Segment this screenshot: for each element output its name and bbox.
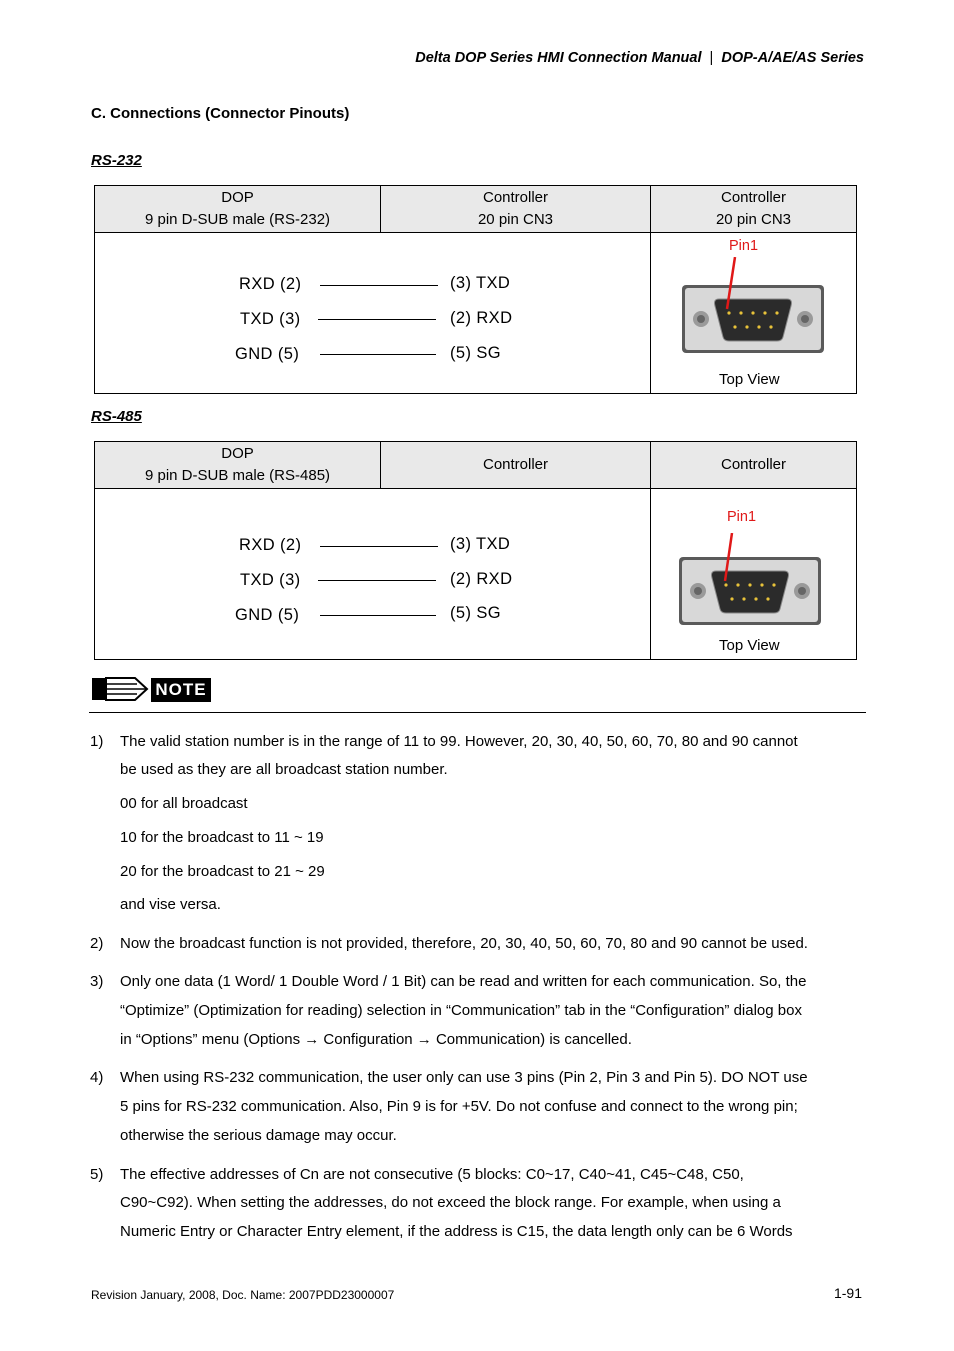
rs485-left-pin-rxd: RXD (2) xyxy=(239,536,302,554)
section-title: C. Connections (Connector Pinouts) xyxy=(91,105,350,122)
note-1-sub-4: and vise versa. xyxy=(120,896,221,913)
rs485-left-pin-txd: TXD (3) xyxy=(240,571,301,589)
rs485-wire-gnd-sg xyxy=(320,615,436,616)
note-5-line-1: The effective addresses of Cn are not consecutive (5 blocks: C0~17, C40~41, C45~C48, C50, xyxy=(120,1166,744,1183)
rs485-right-pin-rxd: (2) RXD xyxy=(450,570,513,588)
note-5-line-2: C90~C92). When setting the addresses, do not exceed the block range. For example, when using a xyxy=(120,1194,781,1211)
note-1-line-1: The valid station number is in the range of 11 to 99. However, 20, 30, 40, 50, 60, 70, 80 and 90 cannot xyxy=(120,733,798,750)
rs232-pin1-label: Pin1 xyxy=(729,238,759,254)
rs485-wiring xyxy=(95,489,651,660)
rs232-right-pin-txd: (3) TXD xyxy=(450,274,511,292)
rs485-title: RS-485 xyxy=(91,408,142,425)
footer-revision: Revision January, 2008, Doc. Name: 2007PDD23000007 xyxy=(91,1288,395,1302)
rs485-connector-view xyxy=(651,489,857,660)
note-5-number: 5) xyxy=(90,1166,104,1183)
rs485-wire-txd-rxd xyxy=(318,580,436,581)
rs232-wire-rxd-txd xyxy=(320,285,438,286)
pencil-icon xyxy=(91,675,151,703)
rs485-col-connector: Controller xyxy=(651,442,857,489)
rs485-wire-rxd-txd xyxy=(320,546,438,547)
note-1-sub-2: 10 for the broadcast to 11 ~ 19 xyxy=(120,829,324,846)
rs485-left-pin-gnd: GND (5) xyxy=(235,606,300,624)
rs232-left-pin-txd: TXD (3) xyxy=(240,310,301,328)
db9-connector-image xyxy=(678,533,824,627)
note-3-line-2: “Optimize” (Optimization for reading) selection in “Communication” tab in the “Configuration” dialog box xyxy=(120,1002,802,1019)
note-5-line-3: Numeric Entry or Character Entry element, if the address is C15, the data length only can be 6 Words xyxy=(120,1223,793,1240)
rs232-connector-view xyxy=(651,233,857,394)
rs232-left-pin-gnd: GND (5) xyxy=(235,345,300,363)
rs485-pinout-table xyxy=(94,441,857,660)
db9-connector-image xyxy=(681,257,827,355)
rs485-pin1-label: Pin1 xyxy=(727,509,757,525)
rs232-wire-txd-rxd xyxy=(318,319,436,320)
rs232-right-pin-sg: (5) SG xyxy=(450,344,501,362)
page-number: 1-91 xyxy=(833,1285,862,1301)
rs232-wire-gnd-sg xyxy=(320,354,436,355)
note-4-number: 4) xyxy=(90,1069,104,1086)
note-2-line-1: Now the broadcast function is not provided, therefore, 20, 30, 40, 50, 60, 70, 80 and 90 cannot be used. xyxy=(120,935,808,952)
rs232-title: RS-232 xyxy=(91,152,142,169)
header-series: DOP-A/AE/AS Series xyxy=(721,50,864,66)
note-4-line-2: 5 pins for RS-232 communication. Also, Pin 9 is for +5V. Do not confuse and connect to the wrong pin; xyxy=(120,1098,798,1115)
rs485-right-pin-sg: (5) SG xyxy=(450,604,501,622)
note-3-line-1: Only one data (1 Word/ 1 Double Word / 1 Bit) can be read and written for each communication. So, the xyxy=(120,973,807,990)
note-1-line-2: be used as they are all broadcast station number. xyxy=(120,761,448,778)
rs232-col-controller-line2: 20 pin CN3 xyxy=(477,211,554,228)
rs232-pinout-table xyxy=(94,185,857,394)
rs485-col-dop-line1: DOP xyxy=(221,445,254,462)
note-3-line-3: in “Options” menu (Options → Configuration → Communication) is cancelled. xyxy=(120,1031,632,1048)
note-1-number: 1) xyxy=(90,733,104,750)
rs232-col-connector xyxy=(651,186,857,233)
running-header xyxy=(415,50,864,66)
rs232-right-pin-rxd: (2) RXD xyxy=(450,309,513,327)
header-separator: | xyxy=(709,50,714,66)
rs485-col-controller: Controller xyxy=(381,442,651,489)
note-label: NOTE xyxy=(151,678,211,702)
note-4-line-1: When using RS-232 communication, the user only can use 3 pins (Pin 2, Pin 3 and Pin 5). DO NOT use xyxy=(120,1069,808,1086)
note-divider xyxy=(89,712,866,713)
rs232-col-controller-line1: Controller xyxy=(482,189,549,206)
rs485-right-pin-txd: (3) TXD xyxy=(450,535,511,553)
rs232-col-controller xyxy=(381,186,651,233)
rs232-col-connector-line2: 20 pin CN3 xyxy=(715,211,792,228)
note-2-number: 2) xyxy=(90,935,104,952)
note-3-number: 3) xyxy=(90,973,104,990)
note-4-line-3: otherwise the serious damage may occur. xyxy=(120,1127,397,1144)
rs232-left-pin-rxd: RXD (2) xyxy=(239,275,302,293)
header-title: Delta DOP Series HMI Connection Manual xyxy=(415,50,702,66)
rs232-col-dop xyxy=(95,186,381,233)
note-1-sub-3: 20 for the broadcast to 21 ~ 29 xyxy=(120,863,325,880)
rs232-wiring xyxy=(95,233,651,394)
rs232-col-dop-line1: DOP xyxy=(221,189,254,206)
rs485-col-dop xyxy=(95,442,381,489)
rs485-col-dop-line2: 9 pin D-SUB male (RS-485) xyxy=(144,467,331,484)
rs232-top-view-label: Top View xyxy=(719,371,780,388)
note-1-sub-1: 00 for all broadcast xyxy=(120,795,248,812)
rs232-col-connector-line1: Controller xyxy=(720,189,787,206)
rs485-top-view-label: Top View xyxy=(719,637,780,654)
rs232-col-dop-line2: 9 pin D-SUB male (RS-232) xyxy=(144,211,331,228)
